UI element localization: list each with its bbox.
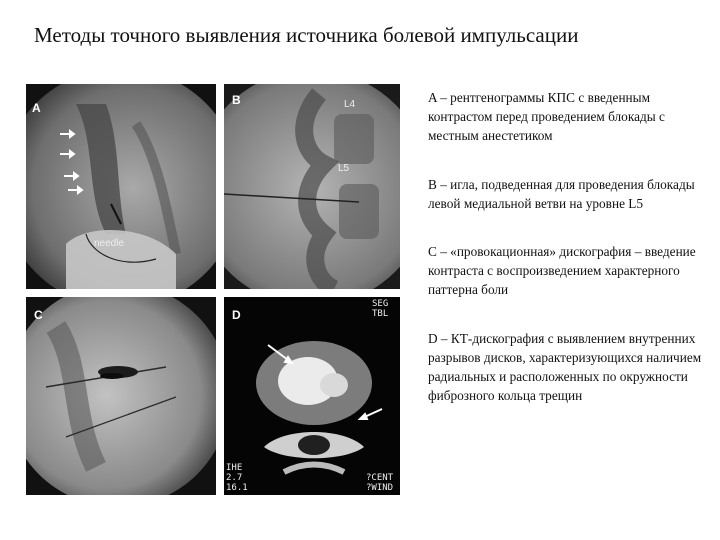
description-b: B – игла, подведенная для проведения блокады левой медиальной ветви на уровне L5	[428, 177, 695, 211]
ct-image-d	[224, 297, 400, 495]
xray-panel-c	[26, 297, 216, 495]
level-label-l5: L5	[338, 163, 350, 174]
ct-panel-d	[224, 297, 400, 495]
xray-image-c	[26, 297, 216, 495]
panel-label-a: A	[32, 101, 41, 115]
slide-title: Методы точного выявления источника болевой импульсации	[34, 23, 579, 47]
description-a: A – рентгенограммы КПС с введенным контрастом перед проведением блокады с местным анестетиком	[428, 90, 665, 143]
xray-panel-b	[224, 84, 400, 289]
description-c: C – «провокационная» дискография – введение контраста с воспроизведением характерного паттерна боли	[428, 244, 696, 297]
xray-image-a	[26, 84, 216, 289]
ct-corner-bottom-left: IHE 2.7 16.1	[226, 463, 248, 493]
ct-corner-bottom-right: ?CENT ?WIND	[366, 473, 394, 493]
panel-label-b: B	[232, 93, 241, 107]
xray-panel-a	[26, 84, 216, 289]
panel-label-c: C	[34, 308, 43, 322]
level-label-l4: L4	[344, 99, 356, 110]
needle-label: needle	[94, 238, 125, 249]
xray-image-b	[224, 84, 400, 289]
panel-label-d: D	[232, 308, 241, 322]
description-d: D – КТ-дискография с выявлением внутренних разрывов дисков, характеризующихся наличием радиальных и расположенных по окружности фиброзного кольца трещин	[428, 331, 702, 403]
ct-corner-top: SEG TBL	[372, 299, 389, 319]
